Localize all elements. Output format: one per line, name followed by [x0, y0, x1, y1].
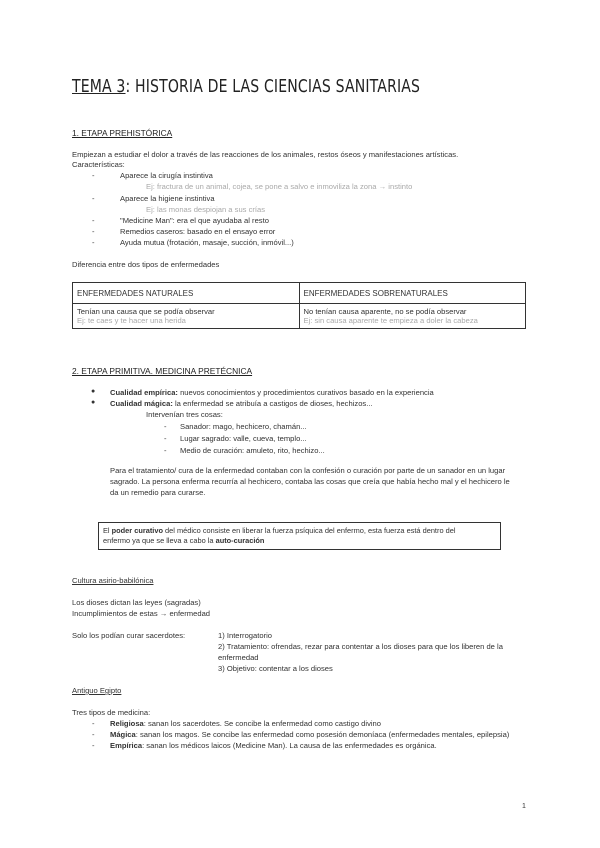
paragraph-characteristics-label: Características: [72, 160, 125, 169]
callout-bold: poder curativo [111, 526, 163, 535]
title-topic-name: : HISTORIA DE LAS CIENCIAS SANITARIAS [125, 76, 421, 97]
table-cell-example: Ej: te caes y te hacer una herida [77, 316, 186, 325]
table-cell [73, 304, 300, 329]
list-item-example: Ej: fractura de un animal, cojea, se pone a salvo e inmoviliza la zona → instinto [146, 182, 413, 191]
list-item: Medio de curación: amuleto, rito, hechizo... [180, 446, 325, 455]
table-header-row [73, 283, 526, 304]
section-heading-prehistoric: 1. ETAPA PREHISTÓRICA [72, 128, 173, 138]
paragraph-treatment-line: Para el tratamiento/ cura de la enfermedad contaban con la confesión o curación por parte de un sanador en un lugar [110, 466, 506, 475]
callout-bold: auto-curación [215, 536, 265, 545]
list-item-text: : sanan los médicos laicos (Medicine Man). La causa de las enfermedades es orgánica. [142, 741, 437, 750]
table-cell-description: No tenían causa aparente, no se podía observar [303, 307, 467, 316]
list-item [110, 730, 509, 741]
list-item: 2) Tratamiento: ofrendas, rezar para contentar a los dioses para que los liberen de la [218, 642, 503, 651]
dash-bullet: - [92, 730, 95, 739]
list-item: Aparece la cirugía instintiva [120, 171, 213, 180]
diseases-table [72, 282, 526, 329]
list-item: 3) Objetivo: contentar a los dioses [218, 664, 333, 673]
list-item: "Medicine Man": era el que ayudaba al resto [120, 216, 269, 225]
callout-text: El [103, 526, 112, 535]
title-topic-number: TEMA 3 [72, 76, 126, 97]
paragraph-intervenian: Intervenían tres cosas: [146, 410, 223, 419]
paragraph-intro: Empiezan a estudiar el dolor a través de las reacciones de los animales, restos óseos y manifestaciones artísticas. [72, 150, 459, 159]
callout-text: del médico consiste en liberar la fuerza psíquica del enfermo, esta fuerza está dentro del [162, 526, 456, 535]
list-item-text: : sanan los sacerdotes. Se concibe la enfermedad como castigo divino [143, 719, 381, 728]
callout-line [103, 536, 496, 546]
dash-bullet: - [92, 227, 95, 236]
label-bold: Cualidad mágica: [110, 399, 173, 408]
table-row [73, 304, 526, 329]
label-bold: Mágica [110, 730, 136, 739]
page-title [72, 76, 420, 97]
paragraph-priests-label: Solo los podían curar sacerdotes: [72, 631, 186, 640]
list-item [110, 719, 381, 730]
table-header-natural: ENFERMEDADES NATURALES [73, 283, 300, 304]
list-item-text: nuevos conocimientos y procedimientos curativos basado en la experiencia [177, 388, 434, 397]
list-item: 1) Interrogatorio [218, 631, 273, 640]
callout-box [98, 522, 501, 550]
section-heading-primitive: 2. ETAPA PRIMITIVA. MEDICINA PRETÉCNICA [72, 366, 253, 376]
dash-bullet: - [92, 216, 95, 225]
list-item: Lugar sagrado: valle, cueva, templo... [180, 434, 307, 443]
paragraph-treatment-line: da un remedio para curarse. [110, 488, 206, 497]
dash-bullet: - [92, 741, 95, 750]
paragraph-line: Incumplimientos de estas → enfermedad [72, 609, 211, 618]
list-item [110, 741, 437, 752]
subheading-asirio-babilonica: Cultura asirio-babilónica [72, 576, 154, 585]
dash-bullet: - [92, 171, 95, 180]
list-item-empirical [110, 388, 434, 399]
label-bold: Cualidad empírica: [110, 388, 178, 397]
table-cell-example: Ej: sin causa aparente te empieza a doler la cabeza [303, 316, 478, 325]
list-item-text: : sanan los magos. Se concibe las enfermedad como posesión demoníaca (enfermedades mentales, epilepsia) [135, 730, 510, 739]
bullet-dot: ● [91, 388, 96, 395]
page-number: 1 [522, 803, 526, 810]
list-item: Aparece la higiene instintiva [120, 194, 215, 203]
dash-bullet: - [92, 238, 95, 247]
list-item-magical [110, 399, 373, 410]
list-item-example: Ej: las monas despiojan a sus crías [146, 205, 266, 214]
dash-bullet: - [92, 719, 95, 728]
callout-text: enfermo ya que se lleva a cabo la [103, 536, 216, 545]
label-bold: Religiosa [110, 719, 144, 728]
list-item: enfermedad [218, 653, 259, 662]
paragraph-differences-label: Diferencia entre dos tipos de enfermedades [72, 260, 220, 269]
dash-bullet: - [164, 434, 167, 443]
dash-bullet: - [164, 422, 167, 431]
list-item-text: la enfermedad se atribuía a castigos de dioses, hechizos... [172, 399, 373, 408]
list-item: Ayuda mutua (frotación, masaje, succión, inmóvil...) [120, 238, 294, 247]
table-header-supernatural: ENFERMEDADES SOBRENATURALES [299, 283, 526, 304]
subheading-antiguo-egipto: Antiguo Egipto [72, 686, 122, 695]
table-cell [299, 304, 526, 329]
list-item: Sanador: mago, hechicero, chamán... [180, 422, 307, 431]
paragraph-treatment-line: sagrado. La persona enferma recurría al hechicero, contaba las cosas que creía que había hecho mal y el hechicero le [110, 477, 510, 486]
bullet-dot: ● [91, 399, 96, 406]
table-cell-description: Tenían una causa que se podía observar [77, 307, 215, 316]
paragraph-line: Los dioses dictan las leyes (sagradas) [72, 598, 201, 607]
list-item: Remedios caseros: basado en el ensayo error [120, 227, 276, 236]
callout-line [103, 526, 496, 536]
label-bold: Empírica [110, 741, 143, 750]
dash-bullet: - [164, 446, 167, 455]
paragraph-line: Tres tipos de medicina: [72, 708, 151, 717]
dash-bullet: - [92, 194, 95, 203]
